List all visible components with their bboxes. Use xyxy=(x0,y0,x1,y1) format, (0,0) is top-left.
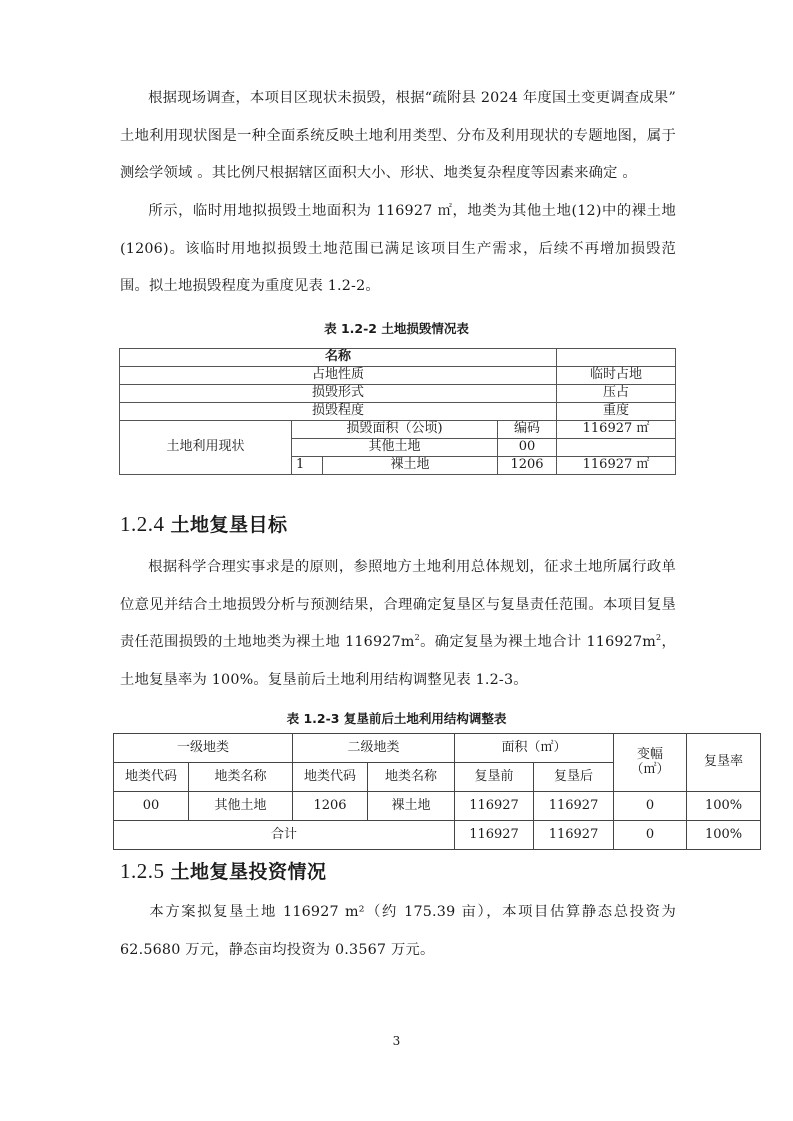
table-header-row xyxy=(114,734,761,763)
paragraph-text-b: 。确定复垦为裸土地合计 116927m xyxy=(419,634,657,650)
heading-title: 土地复垦投资情况 xyxy=(170,861,327,883)
land-damage-table xyxy=(119,348,676,475)
area-value: 116927 ㎡ xyxy=(557,421,676,439)
class2-code: 1206 xyxy=(498,457,557,475)
cell-rate: 100% xyxy=(687,792,761,821)
header-rate: 复垦率 xyxy=(687,734,761,792)
header-after: 复垦后 xyxy=(534,763,614,792)
table-row xyxy=(120,385,676,403)
header-level2: 二级地类 xyxy=(293,734,455,763)
heading-title: 土地复垦目标 xyxy=(170,514,288,536)
cell-code2: 1206 xyxy=(293,792,368,821)
row-value: 重度 xyxy=(557,403,676,421)
superscript: 2 xyxy=(414,633,420,643)
paragraph-survey xyxy=(120,80,676,193)
class2-index: 1 xyxy=(292,457,323,475)
class2-value: 116927 ㎡ xyxy=(557,457,676,475)
row-label: 占地性质 xyxy=(120,367,557,385)
header-name2: 地类名称 xyxy=(368,763,455,792)
header-area: 面积（㎡） xyxy=(455,734,614,763)
table-1-caption: 表 1.2-2 土地损毁情况表 xyxy=(324,321,469,336)
total-label: 合计 xyxy=(114,821,455,850)
row-label: 损毁形式 xyxy=(120,385,557,403)
row-value: 临时占地 xyxy=(557,367,676,385)
cell-name1: 其他土地 xyxy=(189,792,293,821)
header-change-label: 变幅 xyxy=(637,747,664,763)
row-value: 压占 xyxy=(557,385,676,403)
header-before: 复垦前 xyxy=(455,763,534,792)
total-rate: 100% xyxy=(687,821,761,850)
paragraph-text-a: 根据科学合理实事求是的原则，参照地方土地利用总体规划，征求土地所属行政单位意见并结合土地损毁分析与预测结果，合理确定复垦区与复垦责任范围。本项目复垦责任范围损毁的土地地类为裸土地 116927m xyxy=(120,559,676,650)
paragraph-damage xyxy=(120,193,676,306)
header-name1: 地类名称 xyxy=(189,763,293,792)
heading-number: 1.2.4 xyxy=(120,512,165,536)
superscript: 2 xyxy=(656,633,662,643)
class1-name: 其他土地 xyxy=(292,439,498,457)
table-row xyxy=(120,367,676,385)
heading-number: 1.2.5 xyxy=(120,859,165,883)
paragraph-investment-text: 本方案拟复垦土地 116927 m²（约 175.39 亩），本项目估算静态总投资为 62.5680 万元，静态亩均投资为 0.3567 万元。 xyxy=(120,904,676,958)
code-label: 编码 xyxy=(498,421,557,439)
table-row xyxy=(120,421,676,439)
total-before: 116927 xyxy=(455,821,534,850)
table-2-caption: 表 1.2-3 复垦前后土地利用结构调整表 xyxy=(286,711,507,726)
header-value-cell xyxy=(557,349,676,367)
table-row xyxy=(120,349,676,367)
header-change xyxy=(614,734,687,792)
header-level1: 一级地类 xyxy=(114,734,293,763)
header-name-cell: 名称 xyxy=(120,349,557,367)
land-structure-table xyxy=(113,733,761,850)
cell-after: 116927 xyxy=(534,792,614,821)
cell-before: 116927 xyxy=(455,792,534,821)
cell-name2: 裸土地 xyxy=(368,792,455,821)
paragraph-investment xyxy=(120,894,676,969)
table-row xyxy=(120,403,676,421)
total-after: 116927 xyxy=(534,821,614,850)
paragraph-reclamation-target xyxy=(120,549,676,699)
page-number: 3 xyxy=(392,1034,401,1048)
class1-value xyxy=(557,439,676,457)
class1-code: 00 xyxy=(498,439,557,457)
land-use-label: 土地利用现状 xyxy=(120,421,292,475)
area-label: 损毁面积（公顷) xyxy=(292,421,498,439)
paragraph-text-c: ，土地复垦率为 100%。复垦前后土地利用结构调整见表 1.2-3。 xyxy=(120,634,676,688)
section-heading-1-2-5 xyxy=(120,857,327,884)
cell-code1: 00 xyxy=(114,792,189,821)
paragraph-survey-text: 根据现场调查，本项目区现状未损毁，根据“疏附县 2024 年度国土变更调查成果” 土地利用现状图是一种全面系统反映土地利用类型、分布及利用现状的专题地图，属于测绘学领域 。其比例尺根据辖区面积大小、形状、地类复杂程度等因素来确定 。 xyxy=(120,90,676,181)
row-label: 损毁程度 xyxy=(120,403,557,421)
header-code2: 地类代码 xyxy=(293,763,368,792)
class2-name: 裸土地 xyxy=(323,457,498,475)
header-change-unit: （㎡） xyxy=(630,761,670,777)
table-row xyxy=(114,792,761,821)
table-total-row xyxy=(114,821,761,850)
header-code1: 地类代码 xyxy=(114,763,189,792)
section-heading-1-2-4 xyxy=(120,510,288,537)
cell-change: 0 xyxy=(614,792,687,821)
paragraph-damage-text: 所示，临时用地拟损毁土地面积为 116927 ㎡，地类为其他土地(12)中的裸土地(1206)。该临时用地拟损毁土地范围已满足该项目生产需求，后续不再增加损毁范围。拟土地损毁程度为重度见表 1.2-2。 xyxy=(120,203,676,294)
total-change: 0 xyxy=(614,821,687,850)
